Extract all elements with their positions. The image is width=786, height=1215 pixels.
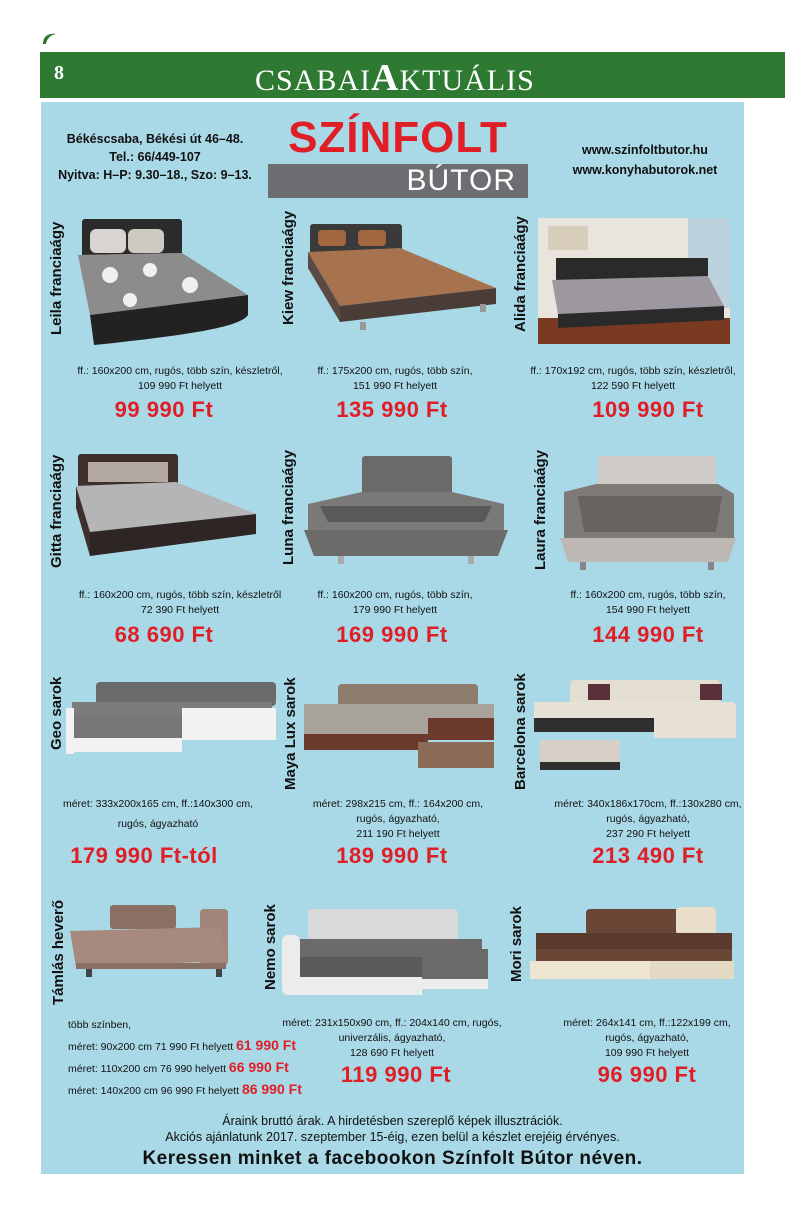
- product-price: 99 990 Ft: [114, 397, 214, 422]
- product-price: 189 990 Ft: [336, 843, 448, 868]
- product-description: ff.: 160x200 cm, rugós, több szín, 179 990 Ft helyett: [317, 589, 473, 616]
- daybed-image: [70, 905, 232, 981]
- product-price: 169 990 Ft: [336, 622, 448, 647]
- product-description: ff.: 175x200 cm, rugós, több szín, 151 990 Ft helyett: [317, 365, 473, 392]
- store-address: Békéscsaba, Békési út 46–48.: [66, 132, 244, 146]
- product-name: Barcelona sarok: [512, 673, 529, 790]
- brand-logo: [268, 114, 528, 198]
- newspaper-logo: CSABAIAKTUÁLIS: [255, 57, 535, 99]
- bed-image: [298, 452, 510, 572]
- product-description: ff.: 170x192 cm, rugós, több szín, készletről, 122 590 Ft helyett: [530, 365, 736, 392]
- product-price: 179 990 Ft-tól: [70, 843, 218, 868]
- product-name: Támlás heverő: [50, 899, 67, 1005]
- product-name: Mori sarok: [508, 906, 525, 982]
- bed-image: [300, 218, 500, 343]
- website-link-1[interactable]: www.szinfoltbutor.hu: [582, 143, 708, 157]
- sofa-image: [282, 905, 492, 1009]
- product-name: Nemo sarok: [262, 904, 279, 990]
- product-description: méret: 231x150x90 cm, ff.: 204x140 cm, rugós, univerzális, ágyazható, 128 690 Ft helyett: [282, 1017, 502, 1059]
- product-price: 213 490 Ft: [592, 843, 704, 868]
- daybed-size-2: méret: 110x200 cm 76 990 helyett 66 990 Ft: [68, 1059, 289, 1075]
- daybed-size-3: méret: 140x200 cm 96 990 Ft helyett 86 990 Ft: [68, 1081, 302, 1097]
- sofa-image: [66, 678, 278, 758]
- product-description: ff.: 160x200 cm, rugós, több szín, 154 990 Ft helyett: [570, 589, 726, 616]
- daybed-size-1: méret: 90x200 cm 71 990 Ft helyett 61 990 Ft: [68, 1037, 297, 1053]
- brand-subtitle: BÚTOR: [268, 164, 528, 198]
- product-description: méret: 333x200x165 cm, ff.:140x300 cm, rugós, ágyazható: [62, 798, 254, 830]
- product-name: Alida franciaágy: [512, 216, 529, 332]
- store-contact: [46, 130, 264, 184]
- daybed-note: több színben,: [68, 1019, 132, 1031]
- leaf-curve-icon: [40, 30, 58, 48]
- daybed-price-list: [68, 1015, 302, 1101]
- bed-image: [70, 215, 255, 355]
- product-name: Luna franciaágy: [280, 449, 297, 565]
- store-hours: Nyitva: H–P: 9.30–18., Szo: 9–13.: [58, 168, 252, 182]
- product-description: méret: 340x186x170cm, ff.:130x280 cm, rugós, ágyazható, 237 290 Ft helyett: [554, 798, 742, 840]
- product-name: Gitta franciaágy: [48, 454, 65, 568]
- page-number: 8: [54, 62, 64, 84]
- product-name: Maya Lux sarok: [282, 677, 299, 790]
- product-price: 109 990 Ft: [592, 397, 704, 422]
- disclaimer: Áraink bruttó árak. A hirdetésben szereplő képek illusztrációk. Akciós ajánlatunk 2017. szeptember 15-éig, ezen belül a készlet erejéig érvényes.: [165, 1114, 620, 1144]
- product-price: 135 990 Ft: [336, 397, 448, 422]
- product-description: ff.: 160x200 cm, rugós, több szín, készletről 72 390 Ft helyett: [78, 589, 282, 616]
- bed-image: [550, 452, 740, 576]
- brand-name: SZÍNFOLT: [288, 113, 508, 162]
- sofa-image: [530, 676, 740, 774]
- product-description: ff.: 160x200 cm, rugós, több szín, készletről, 109 990 Ft helyett: [77, 365, 283, 392]
- bed-image: [70, 452, 260, 570]
- product-name: Laura franciaágy: [532, 449, 549, 570]
- website-link-2[interactable]: www.konyhabutorok.net: [572, 163, 718, 177]
- sofa-image: [298, 678, 498, 774]
- store-phone: Tel.: 66/449-107: [109, 150, 201, 164]
- product-price: 119 990 Ft: [340, 1062, 452, 1087]
- product-description: méret: 298x215 cm, ff.: 164x200 cm, rugós, ágyazható, 211 190 Ft helyett: [312, 798, 484, 840]
- product-description: méret: 264x141 cm, ff.:122x199 cm, rugós, ágyazható, 109 990 Ft helyett: [563, 1017, 731, 1059]
- product-price: 68 690 Ft: [114, 622, 214, 647]
- facebook-callout: Keressen minket a facebookon Színfolt Bútor néven.: [142, 1148, 643, 1169]
- masthead: [40, 52, 785, 98]
- sofa-image: [526, 905, 738, 983]
- product-name: Kiew franciaágy: [280, 210, 297, 325]
- product-name: Leila franciaágy: [48, 221, 65, 335]
- product-price: 96 990 Ft: [597, 1062, 697, 1087]
- bed-image: [538, 218, 730, 344]
- product-name: Geo sarok: [48, 676, 65, 750]
- product-price: 144 990 Ft: [592, 622, 704, 647]
- store-websites: [560, 140, 730, 180]
